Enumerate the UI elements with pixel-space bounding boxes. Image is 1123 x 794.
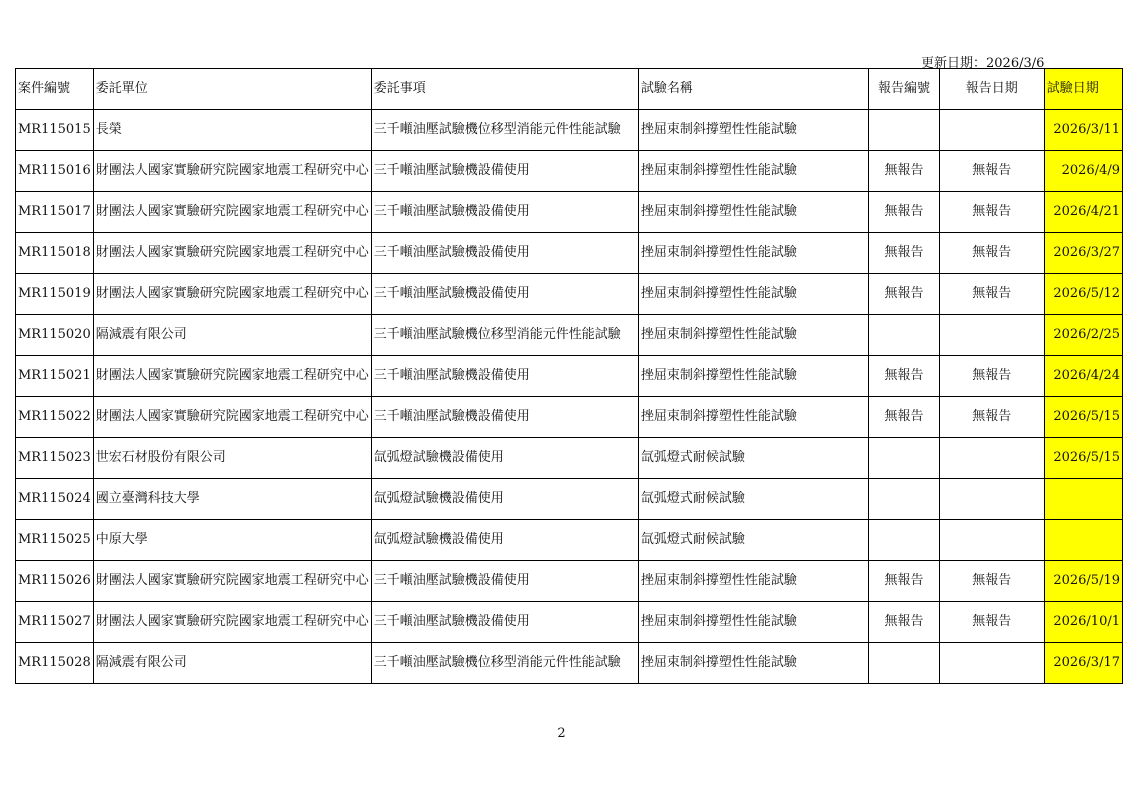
cell-report-no: [869, 520, 939, 561]
cell-case-no: MR115022: [16, 397, 94, 438]
cell-report-date: 無報告: [939, 274, 1044, 315]
cell-client: 財團法人國家實驗研究院國家地震工程研究中心: [93, 274, 371, 315]
cell-case-no: MR115021: [16, 356, 94, 397]
cell-test-date: 2026/10/1: [1044, 602, 1122, 643]
cell-test-date: 2026/3/11: [1044, 110, 1122, 151]
cell-item: 三千噸油壓試驗機設備使用: [371, 561, 638, 602]
cell-test-date: 2026/4/21: [1044, 192, 1122, 233]
cell-test-name: 挫屈束制斜撐塑性性能試驗: [638, 602, 868, 643]
column-header-report-no: 報告編號: [869, 69, 939, 110]
table-row: [16, 315, 1123, 356]
cell-report-no: 無報告: [869, 192, 939, 233]
cell-test-name: 挫屈束制斜撐塑性性能試驗: [638, 561, 868, 602]
cell-client: 財團法人國家實驗研究院國家地震工程研究中心: [93, 233, 371, 274]
cell-case-no: MR115018: [16, 233, 94, 274]
table-row: [16, 643, 1123, 684]
cell-report-no: [869, 643, 939, 684]
cell-case-no: MR115028: [16, 643, 94, 684]
cell-test-date: [1044, 520, 1122, 561]
cell-test-date: 2026/4/24: [1044, 356, 1122, 397]
commission-table: [15, 68, 1123, 684]
cell-test-name: 挫屈束制斜撐塑性性能試驗: [638, 397, 868, 438]
table-row: [16, 602, 1123, 643]
cell-test-date: 2026/5/12: [1044, 274, 1122, 315]
cell-report-date: 無報告: [939, 233, 1044, 274]
cell-report-no: 無報告: [869, 233, 939, 274]
table-header-row: [16, 69, 1123, 110]
cell-case-no: MR115015: [16, 110, 94, 151]
table-row: [16, 110, 1123, 151]
cell-item: 三千噸油壓試驗機位移型消能元件性能試驗: [371, 315, 638, 356]
cell-report-date: 無報告: [939, 151, 1044, 192]
cell-case-no: MR115025: [16, 520, 94, 561]
cell-client: 財團法人國家實驗研究院國家地震工程研究中心: [93, 356, 371, 397]
column-header-item: 委託事項: [371, 69, 638, 110]
cell-case-no: MR115019: [16, 274, 94, 315]
table-body: [16, 110, 1123, 684]
cell-client: 國立臺灣科技大學: [93, 479, 371, 520]
cell-test-name: 挫屈束制斜撐塑性性能試驗: [638, 643, 868, 684]
cell-case-no: MR115020: [16, 315, 94, 356]
cell-test-date: 2026/5/15: [1044, 438, 1122, 479]
cell-client: 中原大學: [93, 520, 371, 561]
cell-test-name: 氙弧燈式耐候試驗: [638, 438, 868, 479]
cell-report-no: [869, 438, 939, 479]
cell-report-date: 無報告: [939, 561, 1044, 602]
cell-test-date: 2026/4/9: [1044, 151, 1122, 192]
cell-test-name: 挫屈束制斜撐塑性性能試驗: [638, 274, 868, 315]
table-row: [16, 520, 1123, 561]
cell-test-date: 2026/3/17: [1044, 643, 1122, 684]
cell-item: 三千噸油壓試驗機設備使用: [371, 233, 638, 274]
column-header-test-name: 試驗名稱: [638, 69, 868, 110]
table-row: [16, 561, 1123, 602]
cell-item: 三千噸油壓試驗機位移型消能元件性能試驗: [371, 110, 638, 151]
cell-report-date: [939, 643, 1044, 684]
cell-test-name: 挫屈束制斜撐塑性性能試驗: [638, 110, 868, 151]
cell-report-no: 無報告: [869, 397, 939, 438]
cell-test-date: 2026/5/15: [1044, 397, 1122, 438]
cell-report-no: [869, 315, 939, 356]
cell-client: 隔減震有限公司: [93, 315, 371, 356]
cell-test-name: 挫屈束制斜撐塑性性能試驗: [638, 151, 868, 192]
cell-report-no: 無報告: [869, 602, 939, 643]
table-row: [16, 438, 1123, 479]
cell-report-date: [939, 315, 1044, 356]
cell-case-no: MR115016: [16, 151, 94, 192]
cell-report-no: 無報告: [869, 151, 939, 192]
cell-client: 財團法人國家實驗研究院國家地震工程研究中心: [93, 602, 371, 643]
cell-case-no: MR115024: [16, 479, 94, 520]
column-header-case-no: 案件編號: [16, 69, 94, 110]
cell-case-no: MR115026: [16, 561, 94, 602]
cell-test-date: [1044, 479, 1122, 520]
cell-report-date: [939, 438, 1044, 479]
column-header-report-date: 報告日期: [939, 69, 1044, 110]
cell-test-name: 氙弧燈式耐候試驗: [638, 520, 868, 561]
cell-client: 財團法人國家實驗研究院國家地震工程研究中心: [93, 192, 371, 233]
cell-item: 三千噸油壓試驗機設備使用: [371, 602, 638, 643]
cell-item: 氙弧燈試驗機設備使用: [371, 520, 638, 561]
page-number: 2: [557, 726, 566, 741]
cell-report-date: 無報告: [939, 192, 1044, 233]
table-row: [16, 274, 1123, 315]
column-header-test-date: 試驗日期: [1044, 69, 1122, 110]
cell-item: 三千噸油壓試驗機位移型消能元件性能試驗: [371, 643, 638, 684]
cell-test-date: 2026/3/27: [1044, 233, 1122, 274]
cell-report-no: 無報告: [869, 561, 939, 602]
cell-report-no: 無報告: [869, 356, 939, 397]
cell-case-no: MR115027: [16, 602, 94, 643]
cell-item: 氙弧燈試驗機設備使用: [371, 479, 638, 520]
cell-item: 三千噸油壓試驗機設備使用: [371, 397, 638, 438]
cell-item: 三千噸油壓試驗機設備使用: [371, 356, 638, 397]
cell-report-date: 無報告: [939, 397, 1044, 438]
cell-item: 三千噸油壓試驗機設備使用: [371, 151, 638, 192]
cell-test-name: 挫屈束制斜撐塑性性能試驗: [638, 356, 868, 397]
table-row: [16, 356, 1123, 397]
cell-client: 長榮: [93, 110, 371, 151]
cell-test-date: 2026/5/19: [1044, 561, 1122, 602]
cell-item: 氙弧燈試驗機設備使用: [371, 438, 638, 479]
table-row: [16, 151, 1123, 192]
cell-item: 三千噸油壓試驗機設備使用: [371, 192, 638, 233]
cell-test-name: 氙弧燈式耐候試驗: [638, 479, 868, 520]
cell-report-date: [939, 479, 1044, 520]
cell-client: 隔減震有限公司: [93, 643, 371, 684]
cell-report-date: 無報告: [939, 356, 1044, 397]
cell-report-no: [869, 479, 939, 520]
table-row: [16, 233, 1123, 274]
cell-client: 財團法人國家實驗研究院國家地震工程研究中心: [93, 397, 371, 438]
cell-test-name: 挫屈束制斜撐塑性性能試驗: [638, 315, 868, 356]
cell-case-no: MR115017: [16, 192, 94, 233]
update-date: 更新日期：2026/3/6: [921, 56, 1045, 71]
cell-report-no: [869, 110, 939, 151]
cell-report-no: 無報告: [869, 274, 939, 315]
cell-test-name: 挫屈束制斜撐塑性性能試驗: [638, 192, 868, 233]
cell-client: 財團法人國家實驗研究院國家地震工程研究中心: [93, 151, 371, 192]
cell-report-date: [939, 520, 1044, 561]
table-row: [16, 479, 1123, 520]
cell-client: 財團法人國家實驗研究院國家地震工程研究中心: [93, 561, 371, 602]
table-row: [16, 397, 1123, 438]
cell-test-name: 挫屈束制斜撐塑性性能試驗: [638, 233, 868, 274]
cell-case-no: MR115023: [16, 438, 94, 479]
cell-test-date: 2026/2/25: [1044, 315, 1122, 356]
cell-client: 世宏石材股份有限公司: [93, 438, 371, 479]
table-row: [16, 192, 1123, 233]
column-header-client: 委託單位: [93, 69, 371, 110]
cell-report-date: [939, 110, 1044, 151]
cell-item: 三千噸油壓試驗機設備使用: [371, 274, 638, 315]
cell-report-date: 無報告: [939, 602, 1044, 643]
